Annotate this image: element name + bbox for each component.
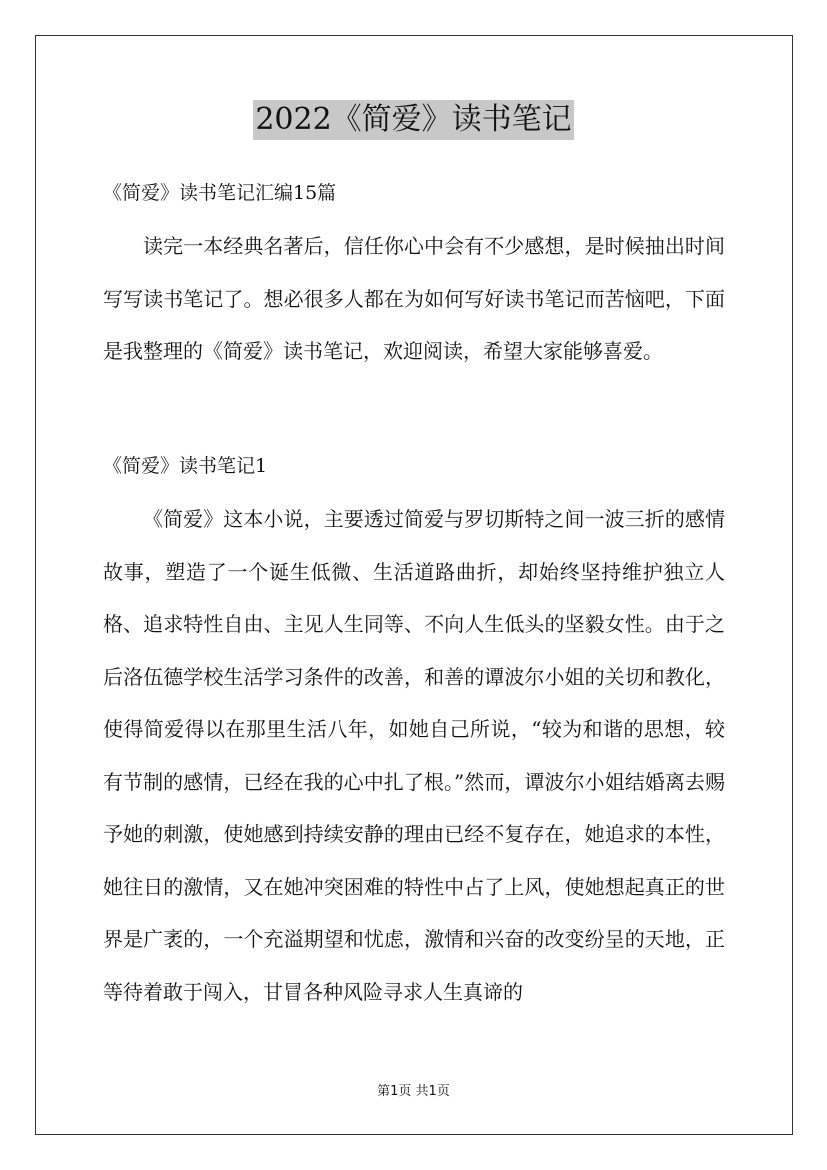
document-title: 2022《简爱》读书笔记 xyxy=(253,100,573,140)
intro-paragraph: 读完一本经典名著后，信任你心中会有不少感想，是时候抽出时间写写读书笔记了。想必很多人都在为如何写好读书笔记而苦恼吧，下面是我整理的《简爱》读书笔记，欢迎阅读，希望大家能够喜爱。 xyxy=(103,234,725,363)
section-body-paragraph: 《简爱》这本小说，主要透过简爱与罗切斯特之间一波三折的感情故事，塑造了一个诞生低微、生活道路曲折，却始终坚持维护独立人格、追求特性自由、主见人生同等、不向人生低头的坚毅女性。由于之后洛伍德学校生活学习条件的改善，和善的谭波尔小姐的关切和教化，使得简爱得以在那里生活八年，如她自己所说，“较为和谐的思想，较有节制的感情，已经在我的心中扎了根。”然而，谭波尔小姐结婚离去赐予她的刺激，使她感到持续安静的理由已经不复存在，她追求的本性，她往日的激情，又在她冲突困难的特性中占了上风，使她想起真正的世界是广袤的，一个充溢期望和忧虑，激情和兴奋的改变纷呈的天地，正等待着敢于闯入，甘冒各种风险寻求人生真谛的 xyxy=(103,507,725,1004)
section-heading: 《简爱》读书笔记1 xyxy=(103,455,268,477)
page-footer: 第1页 共1页 xyxy=(377,1084,450,1099)
document-subtitle: 《简爱》读书笔记汇编15篇 xyxy=(103,182,337,204)
title-container xyxy=(0,100,827,140)
